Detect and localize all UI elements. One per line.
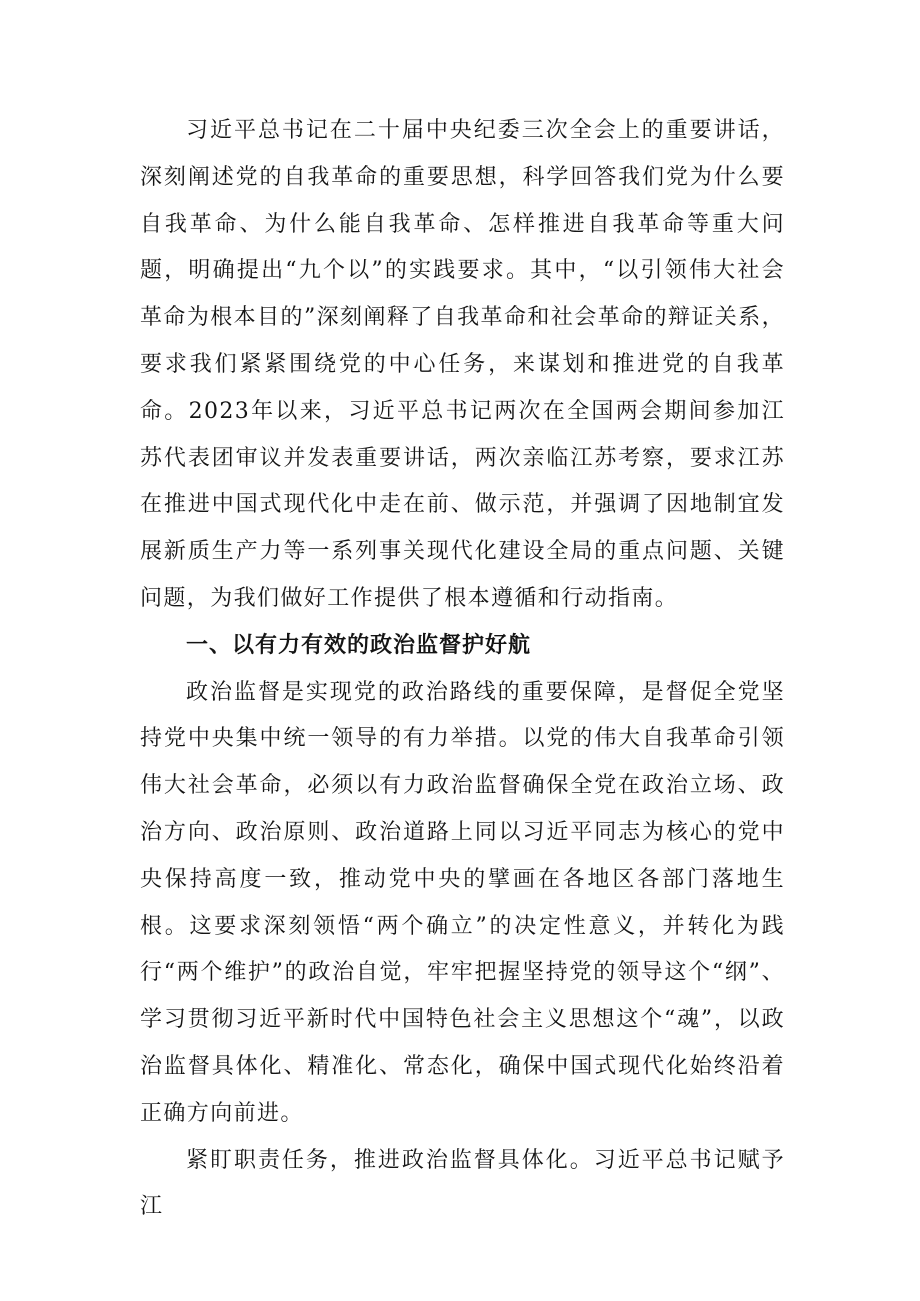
document-page bbox=[140, 108, 785, 1231]
section-heading: 一、以有力有效的政治监督护好航 bbox=[186, 632, 532, 658]
intro-paragraph: 习近平总书记在二十届中央纪委三次全会上的重要讲话，深刻阐述党的自我革命的重要思想，科学回答我们党为什么要自我革命、为什么能自我革命、怎样推进自我革命等重大问题，明确提出“九个以”的实践要求。其中，“以引领伟大社会革命为根本目的”深刻阐释了自我革命和社会革命的辩证关系，要求我们紧紧围绕党的中心任务，来谋划和推进党的自我革命。2023年以来，习近平总书记两次在全国两会期间参加江苏代表团审议并发表重要讲话，两次亲临江苏考察，要求江苏在推进中国式现代化中走在前、做示范，并强调了因地制宜发展新质生产力等一系列事关现代化建设全局的重点问题、关键问题，为我们做好工作提供了根本遵循和行动指南。 bbox=[140, 118, 785, 611]
section-paragraph: 政治监督是实现党的政治路线的重要保障，是督促全党坚持党中央集中统一领导的有力举措。以党的伟大自我革命引领伟大社会革命，必须以有力政治监督确保全党在政治立场、政治方向、政治原则、政治道路上同以习近平同志为核心的党中央保持高度一致，推动党中央的擘画在各地区各部门落地生根。这要求深刻领悟“两个确立”的决定性意义，并转化为践行“两个维护”的政治自觉，牢牢把握坚持党的领导这个“纲”、学习贯彻习近平新时代中国特色社会主义思想这个“魂”，以政治监督具体化、精准化、常态化，确保中国式现代化始终沿着正确方向前进。 bbox=[140, 679, 785, 1126]
last-paragraph: 紧盯职责任务，推进政治监督具体化。习近平总书记赋予江 bbox=[140, 1147, 785, 1220]
